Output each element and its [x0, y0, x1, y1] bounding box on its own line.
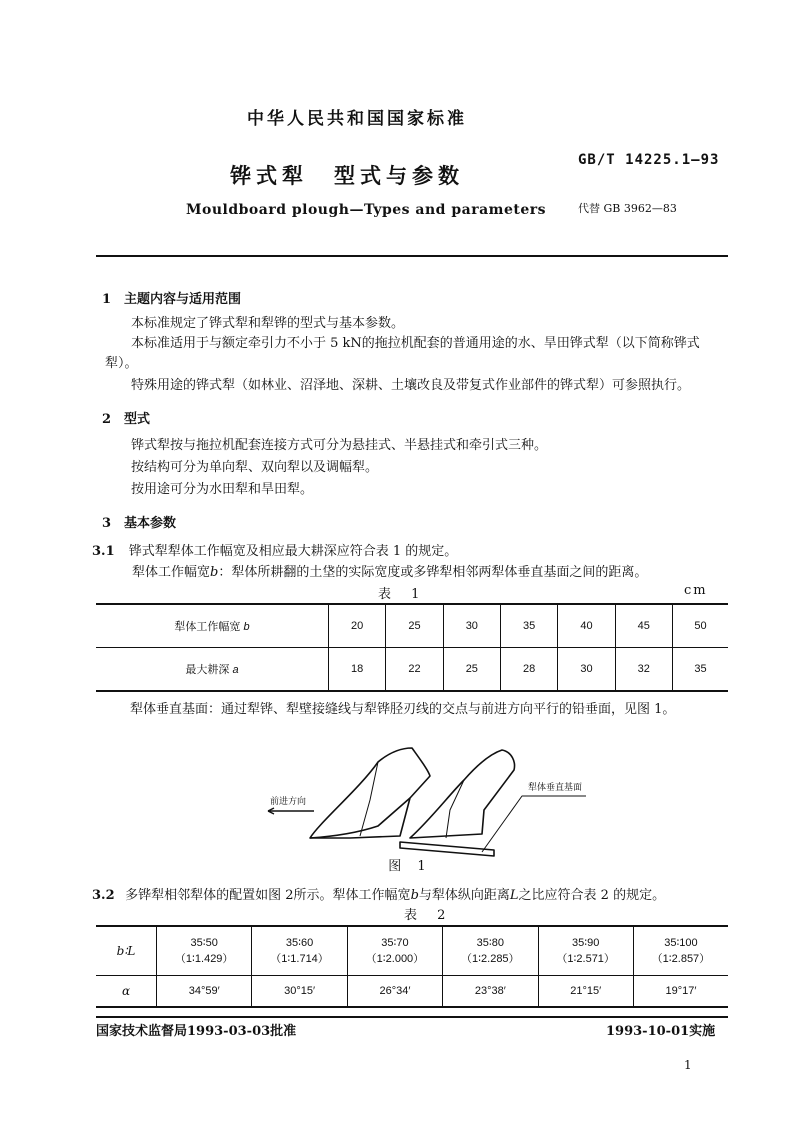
table-cell: 32: [615, 648, 672, 692]
landside-bar: [400, 842, 494, 856]
clause-3-2-text: 多铧犁相邻犁体的配置如图 2所示。犁体工作幅宽b与犁体纵向距离L之比应符合表 2 的规定。: [125, 888, 666, 903]
table-cell: 35∶70 （1∶2.000）: [347, 926, 442, 976]
table-1-caption: 表 1: [378, 587, 428, 602]
table-cell: 28: [500, 648, 557, 692]
table-cell: 26°34′: [347, 976, 442, 1008]
table-cell: 35∶60 （1∶1.714）: [252, 926, 347, 976]
table-row: [96, 976, 728, 1008]
section-2-paragraph-1: 铧式犁按与拖拉机配套连接方式可分为悬挂式、半悬挂式和牵引式三种。: [131, 438, 548, 453]
clause-3-1: [92, 540, 457, 559]
table-2-caption: 表 2: [404, 908, 454, 923]
table-cell: 35∶90 （1∶2.571）: [538, 926, 633, 976]
approval-note: 国家技术监督局1993-03-03批准: [96, 1024, 297, 1039]
clause-3-1-number: 3.1: [92, 544, 115, 559]
header-rule: [96, 255, 728, 257]
section-1-paragraph-3: 特殊用途的铧式犁（如林业、沼泽地、深耕、土壤改良及带复式作业部件的铧式犁）可参照执行。: [131, 378, 691, 393]
section-3-heading: 3 基本参数: [102, 516, 177, 531]
table-1: [96, 603, 728, 692]
table-cell: 40: [558, 604, 615, 648]
table-row-label: α: [96, 976, 157, 1008]
implementation-date: 1993-10-01实施: [606, 1024, 716, 1039]
table-cell: 35∶80 （1∶2.285）: [443, 926, 538, 976]
vertical-plane-leader: [482, 796, 586, 852]
figure-1-plough-diagram: [250, 740, 610, 860]
table-cell: 25: [386, 604, 443, 648]
section-2-heading: 2 型式: [102, 412, 151, 427]
table-row-label: 最大耕深 a: [96, 648, 329, 692]
table-row-label: 犁体工作幅宽 b: [96, 604, 329, 648]
clause-3-1-definition: [132, 561, 647, 580]
table-cell: 30: [558, 648, 615, 692]
definition-variable: b: [210, 565, 219, 580]
standard-title: 中华人民共和国国家标准: [247, 109, 467, 129]
replaces-note: 代替 GB 3962—83: [578, 202, 677, 215]
document-title: 铧式犁 型式与参数: [230, 163, 464, 188]
table-row-label: b∶L: [96, 926, 157, 976]
page-number: 1: [684, 1058, 692, 1072]
definition-term: 犁体工作幅宽: [132, 565, 211, 580]
clause-3-1-text: 铧式犁犁体工作幅宽及相应最大耕深应符合表 1 的规定。: [128, 544, 458, 559]
definition-text: ：犁体所耕翻的土垡的实际宽度或多铧犁相邻两犁体垂直基面之间的距离。: [218, 565, 648, 580]
section-1-heading: 1 主题内容与适用范围: [102, 292, 242, 307]
left-mouldboard-curve: [310, 798, 410, 838]
table-row: [96, 604, 728, 648]
table-row: [96, 648, 728, 692]
table-cell: 22: [386, 648, 443, 692]
standard-code: GB/T 14225.1—93: [578, 152, 720, 168]
table-cell: 35: [672, 648, 728, 692]
section-2-paragraph-2: 按结构可分为单向犁、双向犁以及调幅犁。: [131, 460, 379, 475]
table-cell: 45: [615, 604, 672, 648]
table-1-unit: cm: [684, 583, 708, 598]
table-cell: 50: [672, 604, 728, 648]
left-mouldboard-outline: [310, 748, 430, 838]
right-mouldboard-outline: [410, 750, 515, 838]
table-cell: 21°15′: [538, 976, 633, 1008]
table-cell: 18: [329, 648, 386, 692]
english-title: Mouldboard plough—Types and parameters: [186, 202, 546, 218]
table-cell: 23°38′: [443, 976, 538, 1008]
clause-3-2-number: 3.2: [92, 888, 115, 903]
figure-1-caption: 图 1: [388, 859, 432, 874]
section-1-paragraph-2: 本标准适用于与额定牵引力不小于 5 kN的拖拉机配套的普通用途的水、旱田铧式犁（以下简称铧式犁）。: [105, 336, 700, 371]
table-cell: 35∶100 （1∶2.857）: [633, 926, 728, 976]
figure-1-label-plane: 犁体垂直基面: [528, 783, 583, 793]
vertical-plane-definition: 犁体垂直基面：通过犁铧、犁壁接缝线与犁铧胫刃线的交点与前进方向平行的铅垂面，见图 1。: [130, 702, 676, 717]
table-cell: 25: [443, 648, 500, 692]
section-1-paragraph-1: 本标准规定了铧式犁和犁铧的型式与基本参数。: [131, 316, 405, 331]
figure-1-label-direction: 前进方向: [270, 797, 307, 807]
table-row: [96, 926, 728, 976]
table-cell: 19°17′: [633, 976, 728, 1008]
table-cell: 35: [500, 604, 557, 648]
clause-3-2: [92, 884, 665, 903]
table-cell: 30: [443, 604, 500, 648]
table-2: [96, 925, 728, 1008]
footer-rule: [96, 1016, 728, 1018]
table-cell: 35∶50 （1∶1.429）: [157, 926, 252, 976]
table-cell: 20: [329, 604, 386, 648]
table-cell: 30°15′: [252, 976, 347, 1008]
section-2-paragraph-3: 按用途可分为水田犁和旱田犁。: [131, 482, 314, 497]
table-cell: 34°59′: [157, 976, 252, 1008]
